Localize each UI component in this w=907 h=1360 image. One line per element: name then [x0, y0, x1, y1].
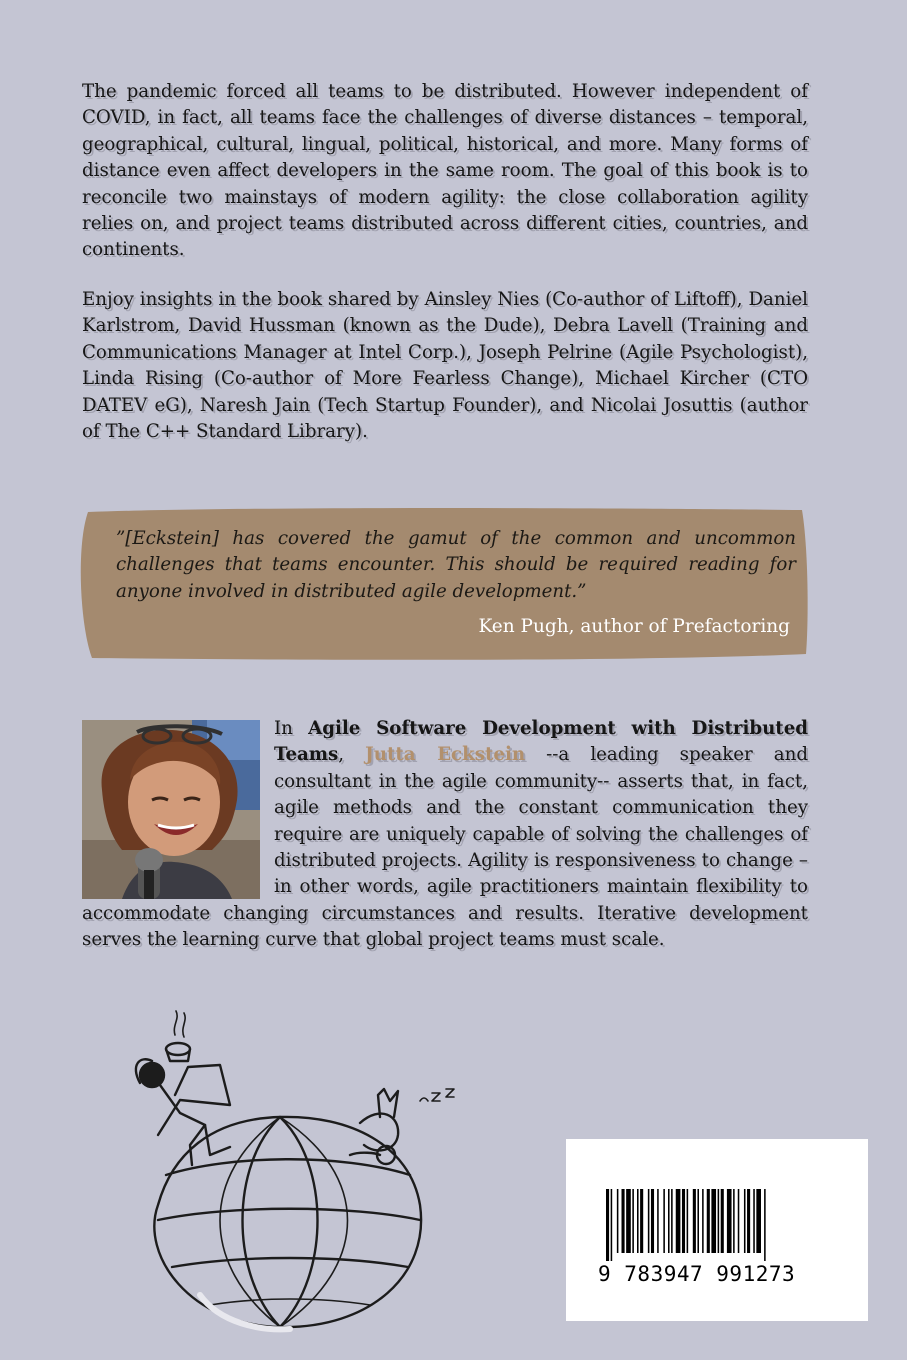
- globe-illustration: [80, 1005, 500, 1339]
- barcode-bar: [707, 1189, 710, 1253]
- barcode-bar: [657, 1189, 659, 1253]
- about-lead: In: [274, 718, 309, 739]
- barcode-bar: [744, 1189, 746, 1253]
- barcode-bar: [733, 1189, 735, 1253]
- barcode-bar: [606, 1189, 609, 1261]
- barcode-bar: [738, 1189, 740, 1253]
- barcode-bar: [671, 1189, 673, 1253]
- barcode-bar: [747, 1189, 750, 1253]
- barcode-bar: [753, 1189, 755, 1253]
- barcode-bar: [727, 1189, 732, 1253]
- barcode-bar: [648, 1189, 650, 1253]
- about-paragraph: [82, 716, 808, 954]
- barcode-bar: [697, 1189, 699, 1253]
- barcode-bar: [622, 1189, 625, 1253]
- endorsement-quote-box: [74, 506, 810, 664]
- barcode-bar: [721, 1189, 724, 1253]
- barcode-bar: [711, 1189, 716, 1253]
- isbn-digits: 9 783947 991273: [598, 1262, 796, 1286]
- intro-paragraph-2: Enjoy insights in the book shared by Ainsley Nies (Co-author of Liftoff), Daniel Karlstrom, David Hussman (known as the Dude), Debra Lavell (Training and Communications Manager at Intel Corp.), Joseph Pelrine (Agile Psychologist), Linda Rising (Co-author of More Fearless Change), Michael Kircher (CTO DATEV eG), Naresh Jain (Tech Startup Founder), and Nicolai Josuttis (author of The C++ Standard Library).: [82, 289, 808, 443]
- barcode-bar: [764, 1189, 766, 1261]
- isbn-barcode: [566, 1139, 868, 1321]
- barcode-bar: [637, 1189, 639, 1253]
- barcode-bar: [668, 1189, 670, 1253]
- barcode-bar: [687, 1189, 689, 1253]
- quote-attribution: Ken Pugh, author of Prefactoring: [478, 616, 790, 637]
- barcode-bar: [693, 1189, 696, 1253]
- barcode-bar: [676, 1189, 681, 1253]
- about-comma: ,: [338, 744, 366, 766]
- barcode-bar: [626, 1189, 631, 1253]
- barcode-bar: [702, 1189, 704, 1253]
- barcode-bar: [663, 1189, 665, 1253]
- author-name: Jutta Eckstein: [365, 744, 526, 766]
- barcode-bar: [756, 1189, 761, 1253]
- barcode-bar: [718, 1189, 720, 1253]
- barcode-bar: [640, 1189, 643, 1253]
- barcode-bar: [651, 1189, 654, 1253]
- book-title: Agile Software Development with Distributed Teams: [274, 718, 808, 766]
- barcode-bar: [632, 1189, 634, 1253]
- barcode-bar: [611, 1189, 613, 1261]
- photo-spacer: [82, 716, 274, 900]
- about-body: --a leading speaker and consultant in the agile community-- asserts that, in fact, agile methods and the constant communication they require are uniquely capable of solving the challenges of distributed projects. Agility is responsiveness to change – in other words, agile practitioners maintain flexibility to accommodate changing circumstances and results. Iterative development serves the learning curve that global project teams must scale.: [82, 744, 808, 951]
- barcode-bars: [606, 1189, 828, 1261]
- barcode-bar: [617, 1189, 619, 1253]
- barcode-bar: [682, 1189, 685, 1253]
- quote-text: ”[Eckstein] has covered the gamut of the common and uncommon challenges that teams encounter. This should be required reading for anyone involved in distributed agile development.”: [116, 528, 796, 602]
- intro-paragraph-1: The pandemic forced all teams to be distributed. However independent of COVID, in fact, all teams face the challenges of diverse distances – temporal, geographical, cultural, lingual, political, historical, and more. Many forms of distance even affect developers in the same room. The goal of this book is to reconcile two mainstays of modern agility: the close collaboration agility relies on, and project teams distributed across different cities, countries, and continents.: [82, 81, 808, 261]
